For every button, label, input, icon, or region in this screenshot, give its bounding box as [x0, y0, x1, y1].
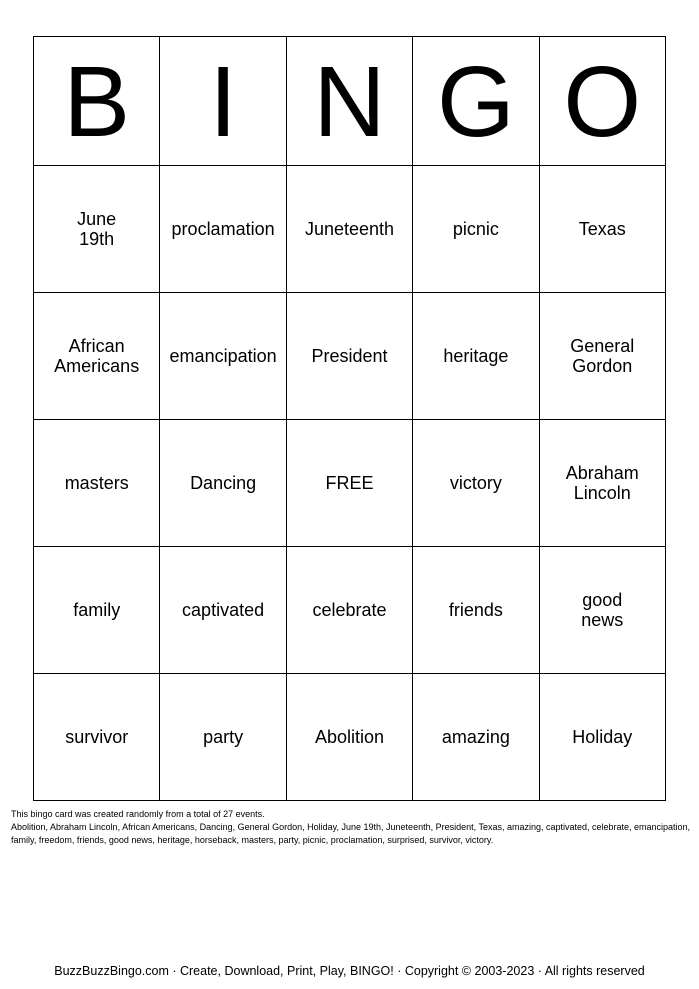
bingo-cell-text: Juneteenth: [304, 219, 395, 239]
bingo-cell-text: picnic: [452, 219, 499, 239]
bingo-cell-text: June 19th: [77, 209, 117, 249]
bingo-cell-text: Abolition: [314, 727, 384, 747]
bingo-cell-text: victory: [449, 473, 502, 493]
bingo-cell-text: emancipation: [169, 346, 277, 366]
bingo-row: [34, 420, 666, 547]
bingo-cell-text: Abraham Lincoln: [565, 463, 639, 503]
card-footnote: [11, 808, 691, 847]
bingo-cell-text: proclamation: [171, 219, 275, 239]
footnote-intro: This bingo card was created randomly from a total of 27 events.: [11, 809, 265, 819]
bingo-cell: [34, 293, 160, 420]
bingo-row: [34, 293, 666, 420]
footnote-event-list: Abolition, Abraham Lincoln, African Americans, Dancing, General Gordon, Holiday, June 19th, Juneteenth, President, Texas, amazing, captivated, celebrate, emancipation, family, freedom, friends, good news, heritage, horseback, masters, party, picnic, proclamation, surprised, survivor, victory.: [11, 822, 691, 845]
bingo-cell-text: masters: [64, 473, 129, 493]
bingo-cell: [160, 166, 286, 293]
bingo-cell: [286, 674, 412, 801]
bingo-header-letter: N: [286, 37, 412, 166]
bingo-cell: [539, 293, 665, 420]
bingo-cell-text: General Gordon: [570, 336, 635, 376]
bingo-header-letter: I: [160, 37, 286, 166]
bingo-cell: [539, 674, 665, 801]
bingo-cell: [413, 674, 539, 801]
bingo-cell: [286, 166, 412, 293]
bingo-cell: [34, 547, 160, 674]
bingo-header-letter: G: [413, 37, 539, 166]
bingo-cell: [34, 674, 160, 801]
bingo-cell: [413, 293, 539, 420]
bingo-cell: [160, 674, 286, 801]
bingo-row: [34, 166, 666, 293]
bingo-cell: [413, 420, 539, 547]
bingo-cell: [413, 547, 539, 674]
bingo-cell: [539, 420, 665, 547]
bingo-cell: [539, 166, 665, 293]
bingo-cell: [160, 293, 286, 420]
bingo-cell: [34, 166, 160, 293]
bingo-header-letter: B: [34, 37, 160, 166]
bingo-cell-text: family: [73, 600, 121, 620]
bingo-cell: [286, 293, 412, 420]
bingo-cell: [286, 547, 412, 674]
bingo-cell-text: friends: [448, 600, 503, 620]
bingo-cell-text: amazing: [441, 727, 510, 747]
bingo-cell-text: captivated: [182, 600, 265, 620]
bingo-cell: [539, 547, 665, 674]
bingo-cell-text: African Americans: [54, 336, 140, 376]
bingo-cell: [34, 420, 160, 547]
bingo-row: [34, 674, 666, 801]
bingo-cell-text: FREE: [325, 473, 374, 493]
bingo-cell-text: Dancing: [190, 473, 257, 493]
bingo-cell: [160, 547, 286, 674]
bingo-cell-text: good news: [581, 590, 624, 630]
bingo-cell-free: [286, 420, 412, 547]
bingo-cell-text: party: [203, 727, 244, 747]
bingo-cell-text: heritage: [443, 346, 509, 366]
page-footer: BuzzBuzzBingo.com · Create, Download, Print, Play, BINGO! · Copyright © 2003-2023 · All rights reserved: [54, 964, 645, 978]
bingo-card: [33, 36, 666, 801]
bingo-cell-text: survivor: [65, 727, 129, 747]
bingo-header-letter: O: [539, 37, 665, 166]
bingo-cell-text: celebrate: [312, 600, 387, 620]
bingo-cell: [413, 166, 539, 293]
bingo-cell-text: President: [311, 346, 388, 366]
bingo-row: [34, 547, 666, 674]
bingo-cell-text: Holiday: [572, 727, 633, 747]
bingo-header-row: [34, 37, 666, 166]
bingo-cell-text: Texas: [578, 219, 626, 239]
bingo-cell: [160, 420, 286, 547]
